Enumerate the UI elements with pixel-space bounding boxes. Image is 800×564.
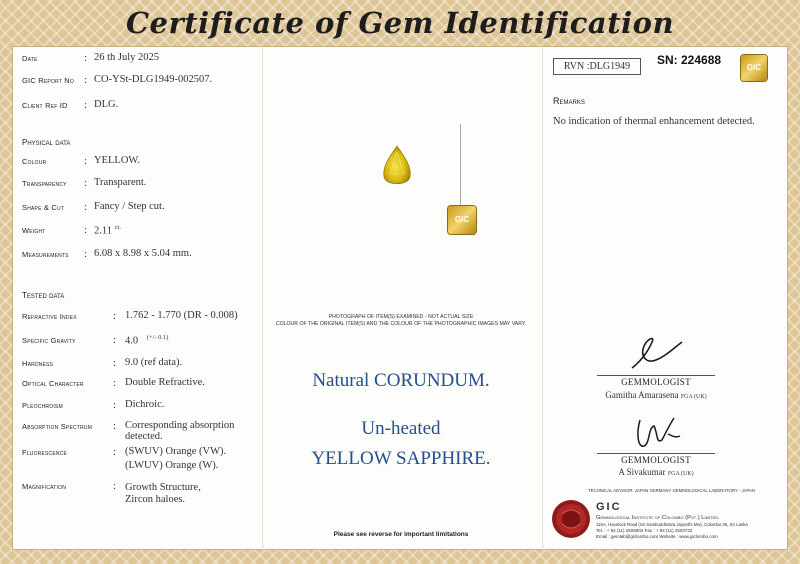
photo-caption-line1: PHOTOGRAPH OF ITEM(S) EXAMINED - NOT ACTUAL SIZE bbox=[328, 314, 474, 320]
specific-gravity-label: Specific Gravity bbox=[22, 336, 76, 345]
colon: : bbox=[113, 446, 117, 458]
weight-value bbox=[94, 224, 121, 237]
remarks-text: No indication of thermal enhancement detected. bbox=[553, 116, 755, 127]
result-treatment: Un-heated bbox=[361, 418, 441, 439]
colon: : bbox=[84, 155, 88, 167]
company-phone: Tel. : + 94 (11) 2506902 Fax : + 94 (11) 2503732 bbox=[596, 528, 693, 533]
certificate-title: Certificate of Gem Identification bbox=[125, 6, 675, 40]
client-ref-label: Client Ref ID bbox=[22, 101, 68, 110]
remarks-heading: Remarks bbox=[553, 96, 585, 106]
weight-label: Weight bbox=[22, 226, 46, 235]
result-species: Natural CORUNDUM. bbox=[312, 370, 490, 391]
fold-line-right bbox=[542, 46, 543, 550]
weight-unit: ct. bbox=[114, 224, 121, 231]
weight-number: 2.11 bbox=[94, 225, 112, 237]
fluorescence-lwuv: (LWUV) Orange (W). bbox=[125, 460, 219, 471]
company-full-name: Gemmological Institute of Colombo (Pvt.) Limited. bbox=[596, 515, 720, 521]
company-address: 115A, Havelock Road (Sri Sambuddhatva Jayanthi Mw), Colombo 05, Sri Lanka bbox=[596, 522, 748, 527]
gemmologist-2-cred: FGA (UK) bbox=[667, 471, 694, 477]
gem-photo bbox=[380, 144, 414, 190]
refractive-index-value: 1.762 - 1.770 (DR - 0.008) bbox=[125, 310, 238, 321]
date-label: Date bbox=[22, 54, 38, 63]
colon: : bbox=[113, 480, 117, 492]
signature-line-1 bbox=[597, 375, 715, 376]
absorption-spectrum-value: Corresponding absorption bbox=[125, 420, 235, 431]
colon: : bbox=[84, 224, 88, 236]
report-no-label: GIC Report No bbox=[22, 76, 74, 85]
absorption-spectrum-label: Absorption Spectrum bbox=[22, 422, 93, 431]
fold-line-left bbox=[262, 46, 263, 550]
colon: : bbox=[84, 74, 88, 86]
colon: : bbox=[84, 99, 88, 111]
colour-value: YELLOW. bbox=[94, 155, 140, 166]
colon: : bbox=[113, 399, 117, 411]
report-no-value: CO-YSt-DLG1949-002507. bbox=[94, 74, 213, 85]
date-value: 26 th July 2025 bbox=[94, 52, 160, 63]
fluorescence-label: Fluorescence bbox=[22, 448, 68, 457]
colon: : bbox=[84, 201, 88, 213]
reverse-note: Please see reverse for important limitations bbox=[333, 531, 469, 538]
gic-hologram-badge: GIC bbox=[448, 206, 476, 234]
client-ref-value: DLG. bbox=[94, 99, 119, 110]
shape-cut-label: Shape & Cut bbox=[22, 203, 65, 212]
company-email: Email : gemlab@giclombo.com Website : www.giclombo.com bbox=[596, 534, 718, 539]
wax-seal bbox=[548, 498, 594, 540]
measurements-value: 6.08 x 8.98 x 5.04 mm. bbox=[94, 248, 192, 259]
colon: : bbox=[113, 357, 117, 369]
photo-caption bbox=[270, 314, 532, 328]
shape-cut-value: Fancy / Step cut. bbox=[94, 201, 165, 212]
signature-1 bbox=[622, 334, 692, 374]
gemmologist-title-1: GEMMOLOGIST bbox=[621, 377, 691, 387]
signature-line-2 bbox=[597, 453, 715, 454]
tested-data-heading: Tested data bbox=[22, 291, 65, 300]
specific-gravity-value bbox=[125, 334, 168, 347]
colon: : bbox=[84, 52, 88, 64]
sg-tolerance: (+/- 0.1) bbox=[146, 334, 169, 341]
magnification-value-line2: Zircon haloes. bbox=[125, 494, 186, 505]
signature-2 bbox=[628, 414, 688, 454]
colon: : bbox=[113, 377, 117, 389]
company-short-name: GIC bbox=[596, 501, 622, 513]
colon: : bbox=[113, 310, 117, 322]
photo-pointer-line bbox=[460, 124, 461, 206]
photo-caption-line2: COLOUR OF THE ORIGINAL ITEM(S) AND THE COLOUR OF THE PHOTOGRAPHIC IMAGES MAY VARY. bbox=[275, 321, 527, 327]
magnification-label: Magnification bbox=[22, 482, 67, 491]
technical-advisor: TECHNICAL ADVISOR: JAPAN GERMANY GEMMOLOGICAL LABORATORY - JAPAN bbox=[588, 488, 755, 493]
gemmologist-2-name: A Sivakumar bbox=[618, 467, 666, 477]
rvn-box: RVN :DLG1949 bbox=[553, 58, 641, 75]
colon: : bbox=[113, 420, 117, 432]
colour-label: Colour bbox=[22, 157, 47, 166]
physical-data-heading: Physical data bbox=[22, 138, 71, 147]
colon: : bbox=[113, 334, 117, 346]
colon: : bbox=[84, 248, 88, 260]
magnification-value: Growth Structure, bbox=[125, 482, 201, 493]
hardness-label: Hardness bbox=[22, 359, 54, 368]
serial-number: SN: 224688 bbox=[657, 53, 722, 67]
transparency-value: Transparent. bbox=[94, 177, 147, 188]
absorption-spectrum-value-line2: detected. bbox=[125, 431, 163, 442]
gemmologist-1-cred: FGA (UK) bbox=[680, 394, 707, 400]
optical-character-label: Optical Character bbox=[22, 379, 84, 388]
colon: : bbox=[84, 177, 88, 189]
pleochroism-value: Dichroic. bbox=[125, 399, 165, 410]
fluorescence-swuv: (SWUV) Orange (VW). bbox=[125, 446, 227, 457]
sg-number: 4.0 bbox=[125, 335, 139, 347]
gemmologist-title-2: GEMMOLOGIST bbox=[621, 455, 691, 465]
measurements-label: Measurements bbox=[22, 250, 69, 259]
optical-character-value: Double Refractive. bbox=[125, 377, 205, 388]
pleochroism-label: Pleochroism bbox=[22, 401, 63, 410]
refractive-index-label: Refractive Index bbox=[22, 312, 77, 321]
gemmologist-1 bbox=[597, 390, 715, 400]
gemmologist-2 bbox=[597, 467, 715, 477]
gic-hologram-badge-right: GIC bbox=[741, 55, 767, 81]
result-variety: YELLOW SAPPHIRE. bbox=[311, 448, 491, 469]
hardness-value: 9.0 (ref data). bbox=[125, 357, 183, 368]
transparency-label: Transparency bbox=[22, 179, 67, 188]
gemmologist-1-name: Gamitha Amarasena bbox=[605, 390, 679, 400]
